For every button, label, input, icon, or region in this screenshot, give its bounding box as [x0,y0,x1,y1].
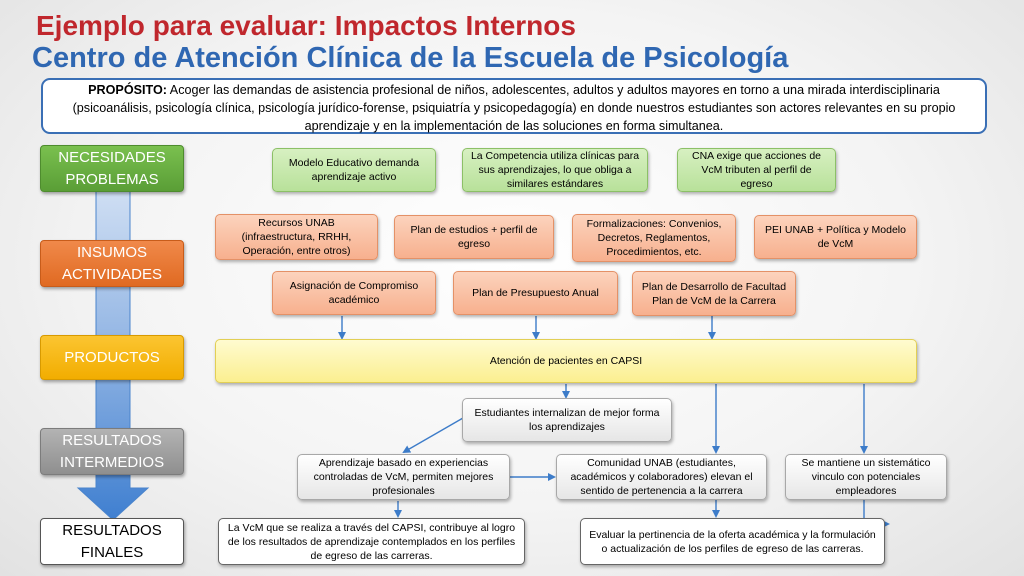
stage-productos: PRODUCTOS [40,335,184,380]
final-result-2: Evaluar la pertinencia de la oferta académica y la formulación o actualización de los perfiles de egreso de las carreras. [580,518,885,565]
final-result-1: La VcM que se realiza a través del CAPSI, contribuye al logro de los resultados de aprendizaje contemplados en los perfiles de egreso de las carreras. [218,518,525,565]
input-box-1: Recursos UNAB (infraestructura, RRHH, Operación, entre otros) [215,214,378,260]
stage-finales: RESULTADOS FINALES [40,518,184,565]
need-box-1: Modelo Educativo demanda aprendizaje activo [272,148,436,192]
product-box: Atención de pacientes en CAPSI [215,339,917,383]
input-box-2: Plan de estudios + perfil de egreso [394,215,554,259]
stage-necesidades: NECESIDADES PROBLEMAS [40,145,184,192]
need-box-2: La Competencia utiliza clínicas para sus aprendizajes, lo que obliga a similares estándares [462,148,648,192]
input-box-5: Asignación de Compromiso académico [272,271,436,315]
need-box-3: CNA exige que acciones de VcM tributen al perfil de egreso [677,148,836,192]
stage-insumos: INSUMOS ACTIVIDADES [40,240,184,287]
input-box-3: Formalizaciones: Convenios, Decretos, Reglamentos, Procedimientos, etc. [572,214,736,262]
input-box-4: PEI UNAB + Política y Modelo de VcM [754,215,917,259]
purpose-text: Acoger las demandas de asistencia profesional de niños, adolescentes, adultos y adultos mayores en torno a una mirada interdisciplinaria (psicoanálisis, psicología clínica, psicología jurídico-forense, psiquiatría y psicopedagogía) en donde nuestros estudiantes son actores relevantes en su propio aprendizaje y en la implementación de las soluciones en forma simultanea. [72,83,956,133]
stage-intermedios: RESULTADOS INTERMEDIOS [40,428,184,475]
purpose-box [41,78,987,134]
intermediate-learning: Aprendizaje basado en experiencias controladas de VcM, permiten mejores profesionales [297,454,510,500]
intermediate-employers: Se mantiene un sistemático vinculo con potenciales empleadores [785,454,947,500]
purpose-label: PROPÓSITO: [88,83,167,97]
page-subtitle: Centro de Atención Clínica de la Escuela de Psicología [32,42,789,74]
intermediate-community: Comunidad UNAB (estudiantes, académicos y colaboradores) elevan el sentido de pertenencia a la carrera [556,454,767,500]
input-box-7: Plan de Desarrollo de Facultad Plan de VcM de la Carrera [632,271,796,316]
page-title: Ejemplo para evaluar: Impactos Internos [36,10,576,41]
arrow-students-to-learning [404,418,463,452]
intermediate-students: Estudiantes internalizan de mejor forma los aprendizajes [462,398,672,442]
input-box-6: Plan de Presupuesto Anual [453,271,618,315]
